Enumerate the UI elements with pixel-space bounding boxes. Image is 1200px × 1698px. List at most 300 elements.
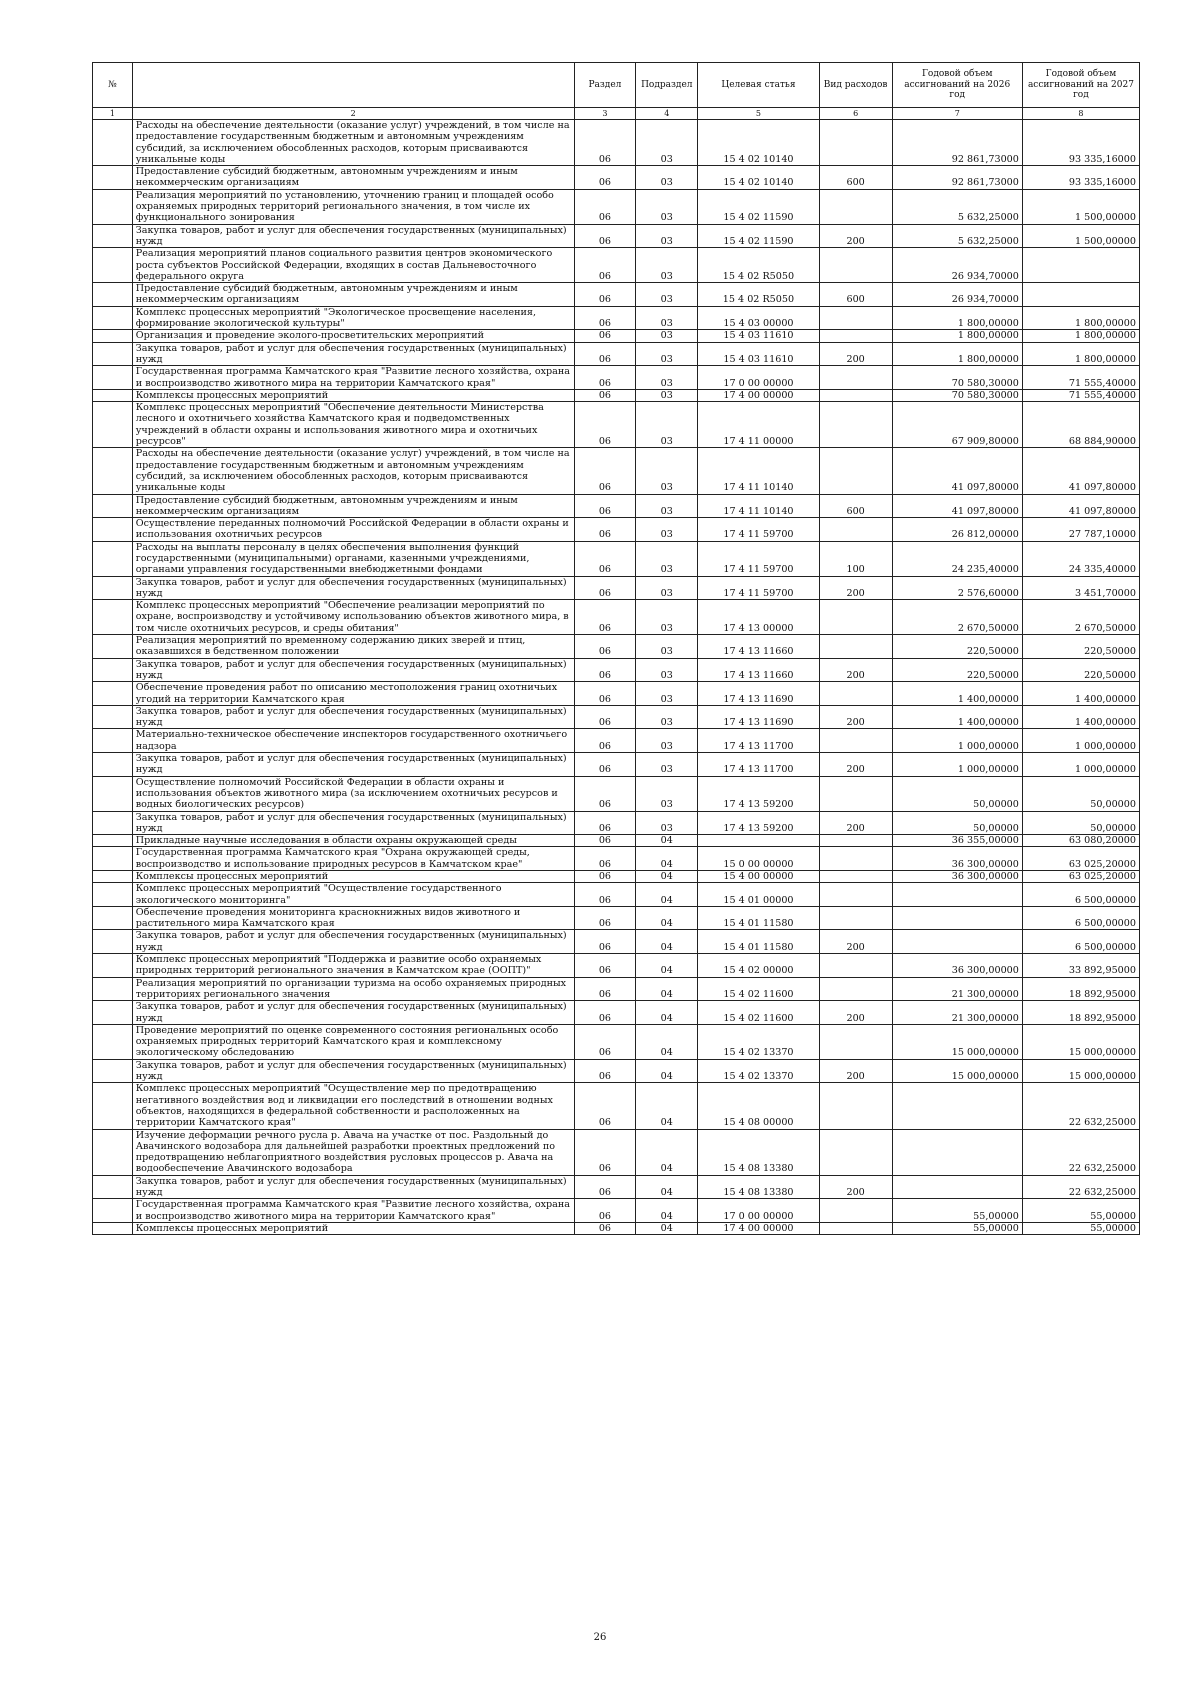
table-row <box>93 776 1140 811</box>
row-podrazdel: 03 <box>636 541 698 576</box>
row-vid <box>819 729 892 753</box>
row-number <box>93 1222 133 1234</box>
row-number <box>93 705 133 729</box>
row-number <box>93 753 133 777</box>
row-name: Комплексы процессных мероприятий <box>132 871 574 883</box>
row-vid <box>819 1129 892 1175</box>
row-amount-2026: 1 800,00000 <box>892 330 1022 342</box>
table-row <box>93 1059 1140 1083</box>
row-vid <box>819 330 892 342</box>
row-name: Комплексы процессных мероприятий <box>132 389 574 401</box>
row-celevaya: 17 4 11 59700 <box>698 576 819 600</box>
row-celevaya: 15 4 01 11580 <box>698 906 819 930</box>
row-amount-2026: 41 097,80000 <box>892 494 1022 518</box>
table-row <box>93 366 1140 390</box>
row-amount-2027: 1 800,00000 <box>1022 306 1139 330</box>
row-vid: 200 <box>819 576 892 600</box>
table-row <box>93 1199 1140 1223</box>
row-name: Комплекс процессных мероприятий "Обеспечение реализации мероприятий по охране, воспроизводству и устойчивому использованию объектов животного мира, в том числе охотничьих ресурсов, и среды обитания" <box>132 600 574 635</box>
row-podrazdel: 03 <box>636 342 698 366</box>
row-vid <box>819 1024 892 1059</box>
row-razdel: 06 <box>574 1175 636 1199</box>
row-name: Реализация мероприятий по организации туризма на особо охраняемых природных территориях регионального значения <box>132 977 574 1001</box>
row-podrazdel: 04 <box>636 906 698 930</box>
row-amount-2026: 1 000,00000 <box>892 729 1022 753</box>
header-2026: Годовой объем ассигнований на 2026 год <box>892 63 1022 108</box>
table-row <box>93 541 1140 576</box>
row-vid: 600 <box>819 283 892 307</box>
row-number <box>93 224 133 248</box>
row-name: Закупка товаров, работ и услуг для обеспечения государственных (муниципальных) нужд <box>132 658 574 682</box>
row-vid <box>819 366 892 390</box>
row-razdel: 06 <box>574 283 636 307</box>
row-vid: 200 <box>819 1175 892 1199</box>
table-row <box>93 847 1140 871</box>
row-number <box>93 494 133 518</box>
row-vid <box>819 189 892 224</box>
row-number <box>93 776 133 811</box>
row-amount-2027: 15 000,00000 <box>1022 1059 1139 1083</box>
row-celevaya: 15 4 01 00000 <box>698 883 819 907</box>
row-celevaya: 17 4 00 00000 <box>698 389 819 401</box>
row-celevaya: 15 4 02 R5050 <box>698 283 819 307</box>
row-podrazdel: 04 <box>636 871 698 883</box>
table-row <box>93 189 1140 224</box>
row-name: Предоставление субсидий бюджетным, автономным учреждениям и иным некоммерческим организациям <box>132 166 574 190</box>
table-row <box>93 883 1140 907</box>
row-razdel: 06 <box>574 224 636 248</box>
budget-table <box>92 62 1140 1235</box>
row-name: Закупка товаров, работ и услуг для обеспечения государственных (муниципальных) нужд <box>132 1175 574 1199</box>
row-razdel: 06 <box>574 658 636 682</box>
row-celevaya: 15 4 02 11600 <box>698 977 819 1001</box>
row-number <box>93 1199 133 1223</box>
row-podrazdel: 03 <box>636 306 698 330</box>
row-celevaya: 15 4 02 00000 <box>698 954 819 978</box>
table-row <box>93 705 1140 729</box>
row-razdel: 06 <box>574 811 636 835</box>
row-amount-2027: 1 500,00000 <box>1022 189 1139 224</box>
row-amount-2027: 1 000,00000 <box>1022 729 1139 753</box>
table-row <box>93 342 1140 366</box>
row-vid <box>819 120 892 166</box>
row-celevaya: 15 4 03 00000 <box>698 306 819 330</box>
row-number <box>93 1083 133 1129</box>
row-razdel: 06 <box>574 705 636 729</box>
row-razdel: 06 <box>574 330 636 342</box>
table-row <box>93 330 1140 342</box>
row-amount-2026 <box>892 1083 1022 1129</box>
row-razdel: 06 <box>574 389 636 401</box>
col-number: 1 <box>93 108 133 120</box>
row-razdel: 06 <box>574 1001 636 1025</box>
row-amount-2026: 1 000,00000 <box>892 753 1022 777</box>
row-vid: 200 <box>819 1059 892 1083</box>
table-row <box>93 1024 1140 1059</box>
row-vid: 200 <box>819 811 892 835</box>
row-podrazdel: 03 <box>636 753 698 777</box>
row-amount-2026: 220,50000 <box>892 658 1022 682</box>
row-podrazdel: 04 <box>636 1001 698 1025</box>
row-amount-2027: 18 892,95000 <box>1022 1001 1139 1025</box>
row-amount-2027: 22 632,25000 <box>1022 1083 1139 1129</box>
table-row <box>93 682 1140 706</box>
row-podrazdel: 03 <box>636 283 698 307</box>
row-razdel: 06 <box>574 189 636 224</box>
row-celevaya: 17 4 00 00000 <box>698 1222 819 1234</box>
row-vid: 600 <box>819 494 892 518</box>
row-celevaya: 17 4 13 00000 <box>698 600 819 635</box>
row-amount-2027: 22 632,25000 <box>1022 1175 1139 1199</box>
budget-sheet <box>92 62 1140 1235</box>
row-celevaya: 17 4 13 11660 <box>698 658 819 682</box>
row-amount-2026: 21 300,00000 <box>892 1001 1022 1025</box>
row-podrazdel: 04 <box>636 1024 698 1059</box>
row-razdel: 06 <box>574 541 636 576</box>
row-podrazdel: 04 <box>636 847 698 871</box>
table-row <box>93 954 1140 978</box>
col-number: 2 <box>132 108 574 120</box>
row-amount-2026: 41 097,80000 <box>892 448 1022 494</box>
header-celevaya: Целевая статья <box>698 63 819 108</box>
row-amount-2027: 6 500,00000 <box>1022 906 1139 930</box>
table-row <box>93 120 1140 166</box>
row-number <box>93 306 133 330</box>
row-amount-2026: 1 400,00000 <box>892 705 1022 729</box>
row-vid: 200 <box>819 930 892 954</box>
row-number <box>93 847 133 871</box>
row-number <box>93 283 133 307</box>
table-row <box>93 402 1140 448</box>
row-celevaya: 15 4 02 10140 <box>698 166 819 190</box>
row-number <box>93 166 133 190</box>
row-amount-2026 <box>892 1175 1022 1199</box>
row-amount-2027: 2 670,50000 <box>1022 600 1139 635</box>
table-row <box>93 1175 1140 1199</box>
table-row <box>93 283 1140 307</box>
row-name: Реализация мероприятий по временному содержанию диких зверей и птиц, оказавшихся в бедственном положении <box>132 635 574 659</box>
row-vid <box>819 776 892 811</box>
row-amount-2026 <box>892 906 1022 930</box>
row-vid <box>819 835 892 847</box>
row-name: Закупка товаров, работ и услуг для обеспечения государственных (муниципальных) нужд <box>132 930 574 954</box>
row-amount-2027 <box>1022 283 1139 307</box>
row-number <box>93 389 133 401</box>
table-row <box>93 518 1140 542</box>
row-podrazdel: 04 <box>636 1199 698 1223</box>
row-vid <box>819 635 892 659</box>
row-amount-2026: 92 861,73000 <box>892 120 1022 166</box>
row-podrazdel: 03 <box>636 658 698 682</box>
row-razdel: 06 <box>574 682 636 706</box>
table-row <box>93 729 1140 753</box>
row-amount-2026: 21 300,00000 <box>892 977 1022 1001</box>
col-number: 6 <box>819 108 892 120</box>
row-name: Закупка товаров, работ и услуг для обеспечения государственных (муниципальных) нужд <box>132 1059 574 1083</box>
row-amount-2026: 36 300,00000 <box>892 871 1022 883</box>
row-razdel: 06 <box>574 835 636 847</box>
row-celevaya: 17 4 13 11700 <box>698 729 819 753</box>
row-amount-2027: 1 800,00000 <box>1022 330 1139 342</box>
row-name: Расходы на выплаты персоналу в целях обеспечения выполнения функций государственными (муниципальными) органами, казенными учреждениями, органами управления государственными внебюджетными фондами <box>132 541 574 576</box>
row-name: Государственная программа Камчатского края "Развитие лесного хозяйства, охрана и воспроизводство животного мира на территории Камчатского края" <box>132 1199 574 1223</box>
row-celevaya: 15 0 00 00000 <box>698 847 819 871</box>
row-amount-2026 <box>892 1129 1022 1175</box>
row-amount-2027: 71 555,40000 <box>1022 389 1139 401</box>
row-number <box>93 954 133 978</box>
table-row <box>93 389 1140 401</box>
row-podrazdel: 03 <box>636 776 698 811</box>
row-razdel: 06 <box>574 883 636 907</box>
row-vid <box>819 248 892 283</box>
row-vid <box>819 448 892 494</box>
row-podrazdel: 04 <box>636 930 698 954</box>
row-amount-2027: 1 000,00000 <box>1022 753 1139 777</box>
row-name: Комплекс процессных мероприятий "Поддержка и развитие особо охраняемых природных территорий регионального значения в Камчатском крае (ООПТ)" <box>132 954 574 978</box>
row-celevaya: 17 4 13 59200 <box>698 811 819 835</box>
row-celevaya: 15 4 00 00000 <box>698 871 819 883</box>
row-amount-2026: 1 800,00000 <box>892 342 1022 366</box>
row-name: Прикладные научные исследования в области охраны окружающей среды <box>132 835 574 847</box>
row-name: Комплексы процессных мероприятий <box>132 1222 574 1234</box>
row-vid <box>819 847 892 871</box>
row-podrazdel: 03 <box>636 366 698 390</box>
row-amount-2026: 70 580,30000 <box>892 389 1022 401</box>
row-number <box>93 1024 133 1059</box>
row-number <box>93 248 133 283</box>
row-podrazdel: 03 <box>636 120 698 166</box>
row-razdel: 06 <box>574 753 636 777</box>
row-vid: 200 <box>819 658 892 682</box>
row-razdel: 06 <box>574 729 636 753</box>
row-podrazdel: 03 <box>636 189 698 224</box>
row-amount-2027: 22 632,25000 <box>1022 1129 1139 1175</box>
row-number <box>93 330 133 342</box>
row-vid <box>819 402 892 448</box>
row-amount-2027: 6 500,00000 <box>1022 883 1139 907</box>
row-amount-2026: 26 934,70000 <box>892 248 1022 283</box>
row-celevaya: 15 4 08 13380 <box>698 1175 819 1199</box>
row-razdel: 06 <box>574 166 636 190</box>
row-vid <box>819 600 892 635</box>
row-podrazdel: 04 <box>636 835 698 847</box>
row-podrazdel: 04 <box>636 977 698 1001</box>
row-amount-2027: 18 892,95000 <box>1022 977 1139 1001</box>
row-vid <box>819 1083 892 1129</box>
row-amount-2027: 33 892,95000 <box>1022 954 1139 978</box>
row-razdel: 06 <box>574 1059 636 1083</box>
row-name: Материально-техническое обеспечение инспекторов государственного охотничьего надзора <box>132 729 574 753</box>
row-razdel: 06 <box>574 954 636 978</box>
row-celevaya <box>698 835 819 847</box>
row-name: Расходы на обеспечение деятельности (оказание услуг) учреждений, в том числе на предоставление государственным бюджетным и автономным учреждениям субсидий, за исключением обособленных расходов, которым присваиваются уникальные коды <box>132 448 574 494</box>
row-celevaya: 17 0 00 00000 <box>698 1199 819 1223</box>
table-row <box>93 753 1140 777</box>
row-razdel: 06 <box>574 576 636 600</box>
table-row <box>93 1222 1140 1234</box>
table-row <box>93 906 1140 930</box>
row-number <box>93 366 133 390</box>
row-podrazdel: 03 <box>636 600 698 635</box>
row-amount-2026: 1 400,00000 <box>892 682 1022 706</box>
row-celevaya: 15 4 02 11600 <box>698 1001 819 1025</box>
row-celevaya: 17 4 13 11690 <box>698 682 819 706</box>
row-podrazdel: 03 <box>636 635 698 659</box>
row-vid <box>819 1199 892 1223</box>
row-name: Закупка товаров, работ и услуг для обеспечения государственных (муниципальных) нужд <box>132 811 574 835</box>
row-name: Государственная программа Камчатского края "Охрана окружающей среды, воспроизводство и использование природных ресурсов в Камчатском крае" <box>132 847 574 871</box>
table-row <box>93 871 1140 883</box>
row-amount-2027: 93 335,16000 <box>1022 120 1139 166</box>
row-name: Реализация мероприятий планов социального развития центров экономического роста субъектов Российской Федерации, входящих в состав Дальневосточного федерального округа <box>132 248 574 283</box>
row-amount-2026: 15 000,00000 <box>892 1024 1022 1059</box>
row-amount-2027: 15 000,00000 <box>1022 1024 1139 1059</box>
row-razdel: 06 <box>574 248 636 283</box>
row-name: Реализация мероприятий по установлению, уточнению границ и площадей особо охраняемых природных территорий регионального значения, в том числе их функционального зонирования <box>132 189 574 224</box>
row-amount-2027: 3 451,70000 <box>1022 576 1139 600</box>
row-celevaya: 15 4 02 13370 <box>698 1059 819 1083</box>
row-amount-2027: 1 400,00000 <box>1022 705 1139 729</box>
row-number <box>93 518 133 542</box>
row-name: Изучение деформации речного русла р. Авача на участке от пос. Раздольный до Авачинского водозабора для дальнейшей разработки проектных предложений по предотвращению неблагоприятного воздействия русловых процессов р. Авача на водообеспечение Авачинского водозабора <box>132 1129 574 1175</box>
row-celevaya: 17 4 13 11660 <box>698 635 819 659</box>
row-amount-2026: 36 355,00000 <box>892 835 1022 847</box>
header-name <box>132 63 574 108</box>
row-podrazdel: 03 <box>636 402 698 448</box>
row-celevaya: 15 4 02 11590 <box>698 224 819 248</box>
row-name: Обеспечение проведения мониторинга краснокнижных видов животного и растительного мира Камчатского края <box>132 906 574 930</box>
row-amount-2027: 71 555,40000 <box>1022 366 1139 390</box>
row-amount-2027: 220,50000 <box>1022 635 1139 659</box>
row-razdel: 06 <box>574 847 636 871</box>
row-amount-2027: 24 335,40000 <box>1022 541 1139 576</box>
row-number <box>93 189 133 224</box>
row-amount-2026 <box>892 930 1022 954</box>
row-amount-2026 <box>892 883 1022 907</box>
row-razdel: 06 <box>574 306 636 330</box>
row-number <box>93 1175 133 1199</box>
row-number <box>93 883 133 907</box>
row-razdel: 06 <box>574 635 636 659</box>
row-name: Проведение мероприятий по оценке современного состояния региональных особо охраняемых природных территорий Камчатского края и комплексному экологическому обследованию <box>132 1024 574 1059</box>
table-row <box>93 494 1140 518</box>
row-number <box>93 871 133 883</box>
row-amount-2026: 5 632,25000 <box>892 224 1022 248</box>
row-name: Обеспечение проведения работ по описанию местоположения границ охотничьих угодий на территории Камчатского края <box>132 682 574 706</box>
row-celevaya: 15 4 08 13380 <box>698 1129 819 1175</box>
row-celevaya: 15 4 02 13370 <box>698 1024 819 1059</box>
col-number: 3 <box>574 108 636 120</box>
row-amount-2026: 36 300,00000 <box>892 847 1022 871</box>
row-razdel: 06 <box>574 1199 636 1223</box>
row-razdel: 06 <box>574 1222 636 1234</box>
row-amount-2027: 68 884,90000 <box>1022 402 1139 448</box>
col-number: 8 <box>1022 108 1139 120</box>
table-row <box>93 635 1140 659</box>
row-amount-2027: 220,50000 <box>1022 658 1139 682</box>
row-celevaya: 15 4 03 11610 <box>698 342 819 366</box>
row-name: Расходы на обеспечение деятельности (оказание услуг) учреждений, в том числе на предоставление государственным бюджетным и автономным учреждениям субсидий, за исключением обособленных расходов, которым присваиваются уникальные коды <box>132 120 574 166</box>
row-name: Комплекс процессных мероприятий "Осуществление мер по предотвращению негативного воздействия вод и ликвидации его последствий в отношении водных объектов, находящихся в федеральной собственности и расположенных на территории Камчатского края" <box>132 1083 574 1129</box>
table-row <box>93 448 1140 494</box>
row-celevaya: 17 4 13 59200 <box>698 776 819 811</box>
row-vid: 200 <box>819 342 892 366</box>
row-razdel: 06 <box>574 120 636 166</box>
row-number <box>93 1129 133 1175</box>
row-amount-2027: 55,00000 <box>1022 1222 1139 1234</box>
row-amount-2027: 6 500,00000 <box>1022 930 1139 954</box>
table-row <box>93 224 1140 248</box>
row-podrazdel: 04 <box>636 1083 698 1129</box>
table-row <box>93 1083 1140 1129</box>
row-celevaya: 17 4 11 59700 <box>698 518 819 542</box>
row-celevaya: 17 4 11 10140 <box>698 494 819 518</box>
row-podrazdel: 04 <box>636 1059 698 1083</box>
row-number <box>93 120 133 166</box>
row-vid <box>819 906 892 930</box>
row-amount-2026: 26 934,70000 <box>892 283 1022 307</box>
row-amount-2027: 1 400,00000 <box>1022 682 1139 706</box>
row-number <box>93 977 133 1001</box>
row-amount-2026: 24 235,40000 <box>892 541 1022 576</box>
row-vid <box>819 389 892 401</box>
row-podrazdel: 03 <box>636 811 698 835</box>
row-podrazdel: 03 <box>636 448 698 494</box>
row-name: Комплекс процессных мероприятий "Осуществление государственного экологического мониторинга" <box>132 883 574 907</box>
table-row <box>93 166 1140 190</box>
row-vid: 100 <box>819 541 892 576</box>
row-name: Закупка товаров, работ и услуг для обеспечения государственных (муниципальных) нужд <box>132 576 574 600</box>
row-name: Комплекс процессных мероприятий "Обеспечение деятельности Министерства лесного и охотничьего хозяйства Камчатского края и подведомственных учреждений в области охраны и использования животного мира и охотничьих ресурсов" <box>132 402 574 448</box>
row-amount-2027: 1 500,00000 <box>1022 224 1139 248</box>
row-amount-2026: 70 580,30000 <box>892 366 1022 390</box>
row-amount-2027: 41 097,80000 <box>1022 494 1139 518</box>
row-number <box>93 342 133 366</box>
row-podrazdel: 03 <box>636 729 698 753</box>
row-podrazdel: 03 <box>636 576 698 600</box>
row-number <box>93 635 133 659</box>
row-vid <box>819 871 892 883</box>
row-amount-2027: 93 335,16000 <box>1022 166 1139 190</box>
row-number <box>93 402 133 448</box>
row-razdel: 06 <box>574 402 636 448</box>
row-celevaya: 15 4 03 11610 <box>698 330 819 342</box>
row-number <box>93 906 133 930</box>
row-number <box>93 682 133 706</box>
table-row <box>93 576 1140 600</box>
row-vid <box>819 682 892 706</box>
row-amount-2026: 50,00000 <box>892 811 1022 835</box>
row-number <box>93 811 133 835</box>
page-number: 26 <box>593 1632 607 1643</box>
row-amount-2026: 55,00000 <box>892 1222 1022 1234</box>
row-amount-2027 <box>1022 248 1139 283</box>
table-row <box>93 306 1140 330</box>
row-amount-2026: 67 909,80000 <box>892 402 1022 448</box>
row-vid <box>819 954 892 978</box>
row-number <box>93 658 133 682</box>
row-name: Предоставление субсидий бюджетным, автономным учреждениям и иным некоммерческим организациям <box>132 494 574 518</box>
row-number <box>93 541 133 576</box>
row-podrazdel: 04 <box>636 1175 698 1199</box>
row-number <box>93 835 133 847</box>
row-vid: 200 <box>819 224 892 248</box>
row-amount-2026: 55,00000 <box>892 1199 1022 1223</box>
row-name: Осуществление полномочий Российской Федерации в области охраны и использования объектов животного мира (за исключением охотничьих ресурсов и водных биологических ресурсов) <box>132 776 574 811</box>
row-amount-2026: 5 632,25000 <box>892 189 1022 224</box>
row-amount-2027: 63 025,20000 <box>1022 847 1139 871</box>
row-podrazdel: 04 <box>636 954 698 978</box>
